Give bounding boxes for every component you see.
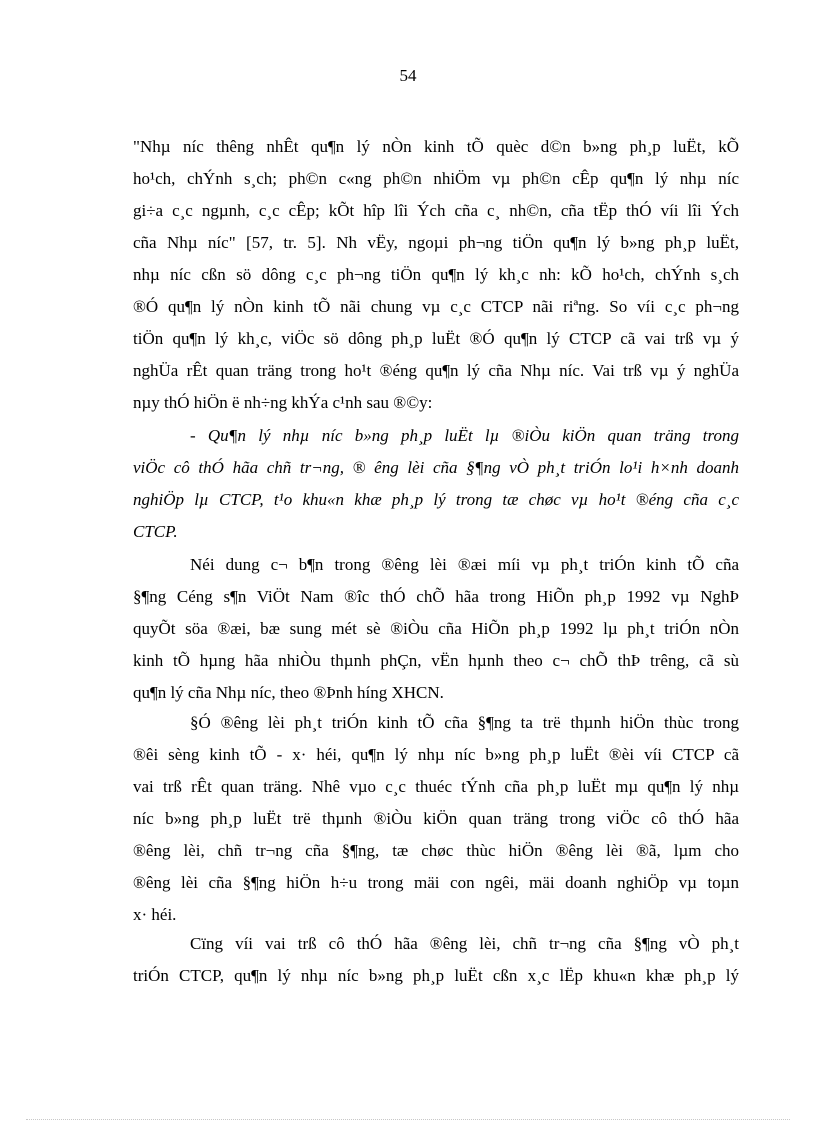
text-line: viÖc cô thÓ hãa chñ tr¬ng, ® êng lèi cña §¶ng vÒ ph¸t triÓn lo¹i h×nh doanh (133, 458, 739, 477)
text-line: gi÷a c¸c ngµnh, c¸c cÊp; kÕt hîp lîi Ých cña c¸ nh©n, cña tËp thÓ víi lîi Ých (133, 201, 739, 220)
text-line: qu¶n lý cña Nhµ níc, theo ®Þnh híng XHCN. (133, 683, 444, 702)
text-line: ho¹ch, chÝnh s¸ch; ph©n c«ng ph©n nhiÖm vµ ph©n cÊp qu¶n lý nhµ níc (133, 169, 739, 188)
text-line: x· héi. (133, 905, 177, 924)
text-line: §Ó ®êng lèi ph¸t triÓn kinh tÕ cña §¶ng ta trë thµnh hiÖn thùc trong (190, 713, 739, 732)
text-line: nµy thÓ hiÖn ë nh÷ng khÝa c¹nh sau ®©y: (133, 393, 433, 412)
text-line: ®Ó qu¶n lý nÒn kinh tÕ nãi chung vµ c¸c CTCP nãi riªng. So víi c¸c ph¬ng (133, 297, 739, 316)
text-line: nghÜa rÊt quan träng trong ho¹t ®éng qu¶n lý cña Nhµ níc. Vai trß vµ ý nghÜa (133, 361, 739, 380)
page-number: 54 (399, 66, 417, 85)
text-line: kinh tÕ hµng hãa nhiÒu thµnh phÇn, vËn hµnh theo c¬ chÕ thÞ trêng, cã sù (133, 651, 739, 670)
page-bottom-border (26, 1119, 790, 1120)
text-line: "Nhµ níc thêng nhÊt qu¶n lý nÒn kinh tÕ quèc d©n b»ng ph¸p luËt, kÕ (133, 137, 739, 156)
text-line: níc b»ng ph¸p luËt trë thµnh ®iÒu kiÖn quan träng trong viÖc cô thÓ hãa (133, 809, 739, 828)
text-line: §¶ng Céng s¶n ViÖt Nam ®îc thÓ chÕ hãa trong HiÕn ph¸p 1992 vµ NghÞ (133, 587, 739, 606)
text-line: nghiÖp lµ CTCP, t¹o khu«n khæ ph¸p lý trong tæ chøc vµ ho¹t ®éng cña c¸c (133, 490, 739, 509)
text-line: Néi dung c¬ b¶n trong ®êng lèi ®æi míi vµ ph¸t triÓn kinh tÕ cña (190, 555, 739, 574)
text-line: ®êng lèi cña §¶ng hiÖn h÷u trong mäi con ngêi, mäi doanh nghiÖp vµ toµn (133, 873, 739, 892)
text-line: vai trß rÊt quan träng. Nhê vµo c¸c thuéc tÝnh cña ph¸p luËt mµ qu¶n lý nhµ (133, 777, 739, 796)
text-line: nhµ níc cßn sö dông c¸c ph¬ng tiÖn qu¶n lý kh¸c nh: kÕ ho¹ch, chÝnh s¸ch (133, 265, 739, 284)
text-line: ®êi sèng kinh tÕ - x· héi, qu¶n lý nhµ níc b»ng ph¸p luËt ®èi víi CTCP cã (133, 745, 739, 764)
text-line: Cïng víi vai trß cô thÓ hãa ®êng lèi, chñ tr¬ng cña §¶ng vÒ ph¸t (190, 934, 739, 953)
text-line: quyÕt söa ®æi, bæ sung mét sè ®iÒu cña HiÕn ph¸p 1992 lµ ph¸t triÓn nÒn (133, 619, 739, 638)
text-line: CTCP. (133, 522, 178, 541)
text-line: triÓn CTCP, qu¶n lý nhµ níc b»ng ph¸p luËt cßn x¸c lËp khu«n khæ ph¸p lý (133, 966, 739, 985)
text-line: ®êng lèi, chñ tr¬ng cña §¶ng, tæ chøc thùc hiÖn ®êng lèi ®ã, lµm cho (133, 841, 739, 860)
text-line: cña Nhµ níc" [57, tr. 5]. Nh vËy, ngoµi ph¬ng tiÖn qu¶n lý b»ng ph¸p luËt, (133, 233, 739, 252)
text-line: - Qu¶n lý nhµ níc b»ng ph¸p luËt lµ ®iÒu kiÖn quan träng trong (190, 426, 739, 445)
text-line: tiÖn qu¶n lý kh¸c, viÖc sö dông ph¸p luËt ®Ó qu¶n lý CTCP cã vai trß vµ ý (133, 329, 739, 348)
